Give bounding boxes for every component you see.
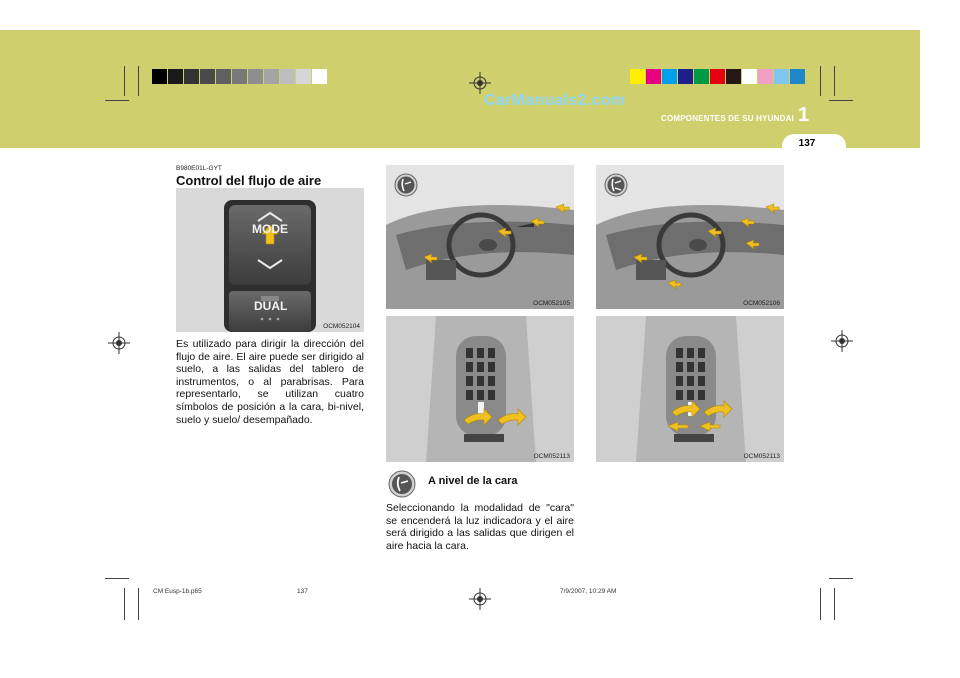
color-swatch: [630, 69, 645, 84]
figure-caption: OCM052113: [533, 453, 570, 460]
vent-illustration: [596, 316, 784, 462]
section-label: COMPONENTES DE SU HYUNDAI: [660, 114, 794, 123]
gray-swatch: [152, 69, 167, 84]
chapter-number: 1: [798, 104, 810, 126]
figure-caption: OCM052113: [743, 453, 780, 460]
crop-mark: [105, 100, 129, 101]
registration-target-icon: [469, 72, 491, 94]
face-mode-icon: [388, 470, 416, 498]
subheading: A nivel de la cara: [428, 475, 518, 487]
vent-illustration: [386, 316, 574, 462]
crop-mark: [834, 588, 835, 620]
crop-mark: [834, 66, 835, 96]
crop-mark: [138, 588, 139, 620]
vent-photo-bilevel: [596, 316, 784, 462]
color-swatch: [710, 69, 725, 84]
section-code: B980E01L-GYT: [176, 165, 222, 172]
gray-swatch: [200, 69, 215, 84]
figure-caption: OCM052105: [533, 300, 570, 307]
section-title: Control del flujo de aire: [176, 173, 322, 188]
registration-target-icon: [831, 330, 853, 352]
color-swatch: [742, 69, 757, 84]
color-swatch: [678, 69, 693, 84]
dual-label: DUAL: [254, 299, 288, 313]
registration-target-icon: [469, 588, 491, 610]
crop-mark: [124, 66, 125, 96]
mode-label: MODE: [252, 222, 288, 236]
color-swatch: [694, 69, 709, 84]
gray-swatch: [168, 69, 183, 84]
footer-page: 137: [297, 588, 308, 595]
bi-level-mode-icon: [604, 173, 628, 197]
page-number: 137: [798, 138, 816, 149]
gray-swatch: [264, 69, 279, 84]
color-swatch: [726, 69, 741, 84]
dashboard-photo-face: [386, 165, 574, 309]
watermark[interactable]: CarManuals2.com: [484, 92, 626, 109]
body-paragraph: Es utilizado para dirigir la dirección del flujo de aire. El aire puede ser dirigido al suelo, a las salidas del tablero de instrumentos, o al parabrisas. Para representarlo, se utilizan cuatro símbolos de posición a la cara, bi-nivel, suelo y suelo/ desempañado.: [176, 338, 364, 426]
figure-caption: OCM052104: [323, 323, 360, 330]
color-swatch: [646, 69, 661, 84]
crop-mark: [820, 588, 821, 620]
crop-mark: [829, 578, 853, 579]
color-calibration-bar: [630, 69, 806, 84]
crop-mark: [829, 100, 853, 101]
gray-swatch: [184, 69, 199, 84]
body-paragraph: Seleccionando la modalidad de "cara" se encenderá la luz indicadora y el aire será dirigido a las salidas que dirigen el aire hacia la cara.: [386, 502, 574, 552]
figure-caption: OCM052106: [743, 300, 780, 307]
crop-mark: [138, 66, 139, 96]
gray-swatch: [216, 69, 231, 84]
gray-swatch: [248, 69, 263, 84]
mode-panel-photo: [176, 188, 364, 332]
footer-date: 7/9/2007, 10:29 AM: [560, 588, 617, 595]
dashboard-photo-bilevel: [596, 165, 784, 309]
color-swatch: [790, 69, 805, 84]
color-swatch: [774, 69, 789, 84]
grayscale-calibration-bar: [152, 69, 328, 84]
face-mode-icon: [394, 173, 418, 197]
color-swatch: [662, 69, 677, 84]
color-swatch: [758, 69, 773, 84]
gray-swatch: [232, 69, 247, 84]
crop-mark: [124, 588, 125, 620]
gray-swatch: [280, 69, 295, 84]
gray-swatch: [296, 69, 311, 84]
footer-file: CM Eusp-1b.p65: [153, 588, 202, 595]
gray-swatch: [312, 69, 327, 84]
registration-target-icon: [108, 332, 130, 354]
crop-mark: [105, 578, 129, 579]
crop-mark: [820, 66, 821, 96]
vent-photo-face: [386, 316, 574, 462]
